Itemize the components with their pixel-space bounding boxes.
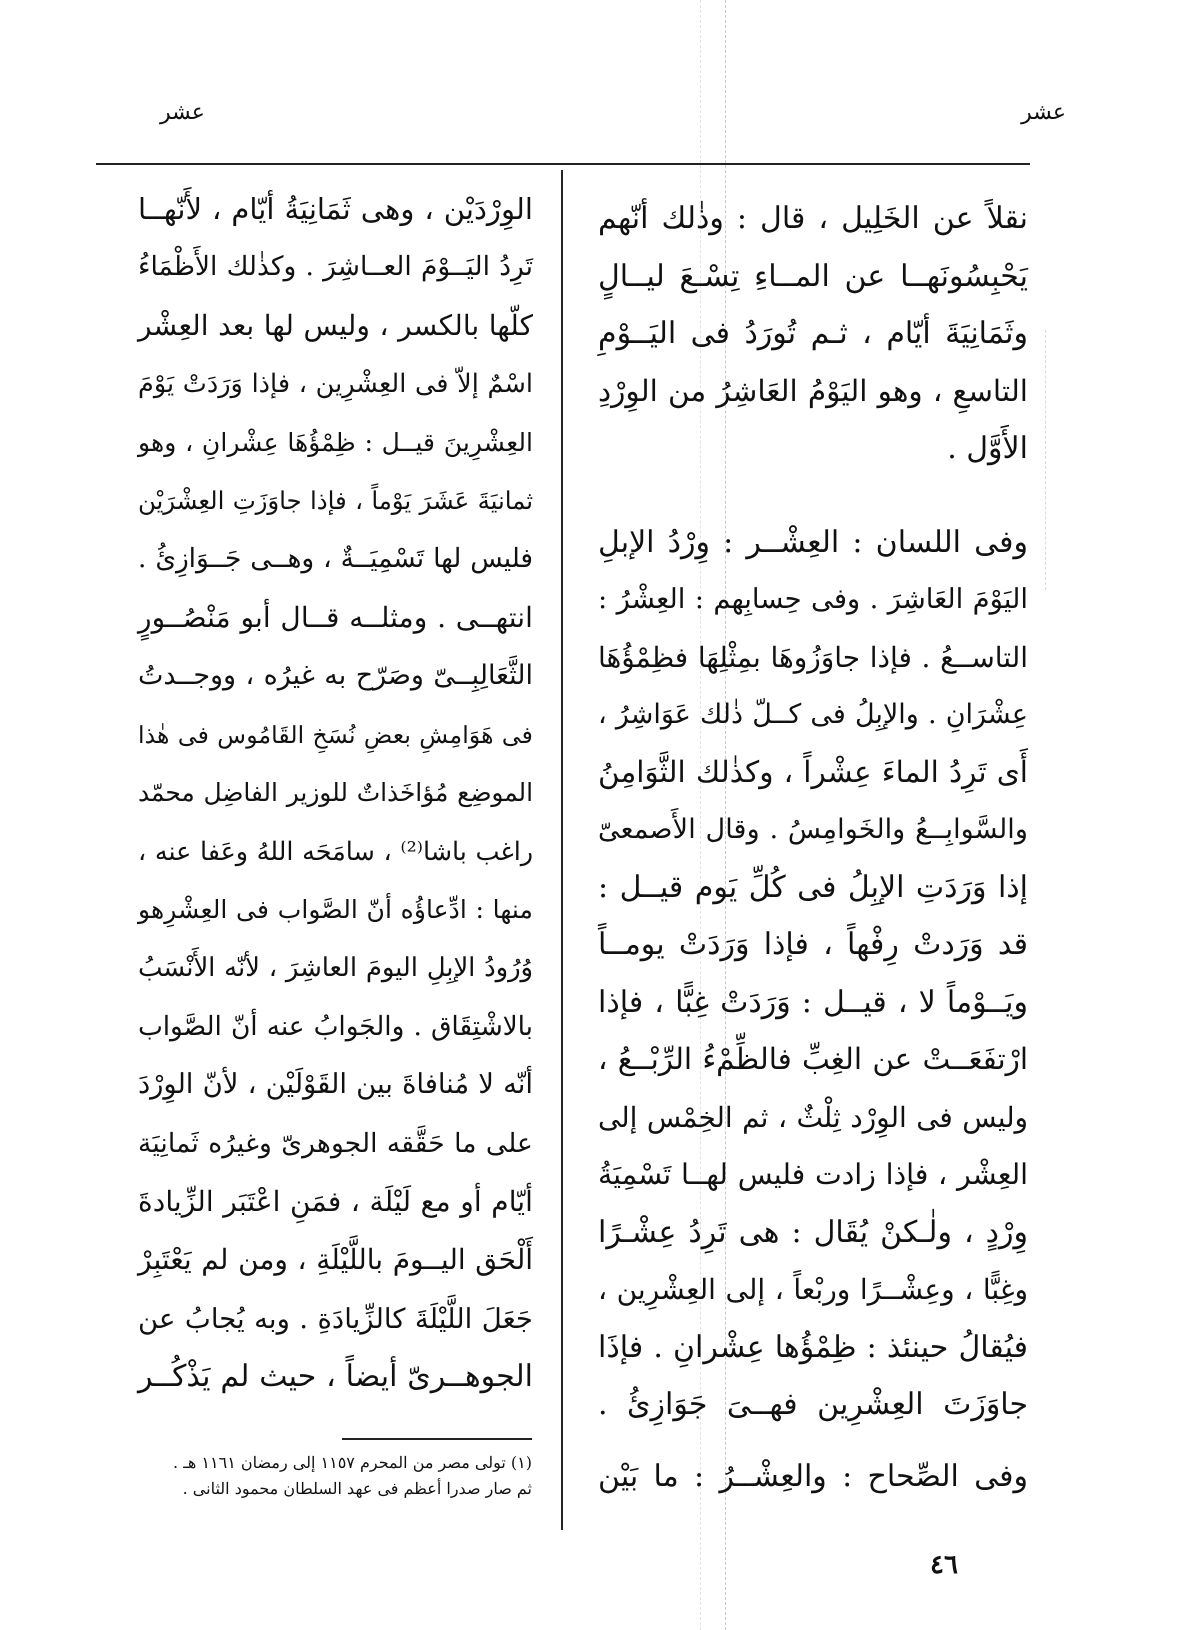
text-line: قد وَرَدتْ رِفْهاً ، فإذا وَرَدَتْ يومــاً [598, 927, 1028, 962]
text-line: أَلْحَق اليــومَ باللَّيْلَةِ ، ومن لم يَعْتَبِرْ [138, 1243, 533, 1277]
text-line: تَرِدُ اليَــوْمَ العــاشِرَ . وكذٰلك الأَظْمَاءُ [138, 251, 533, 283]
text-line: الجوهــرىّ أيضاً ، حيث لم يَذْكُــر [138, 1359, 533, 1395]
text-line: فى هَوَامِشِ بعضِ نُسَخِ القَامُوس فى هٰذا [138, 720, 533, 749]
footnote-rule [342, 1438, 532, 1440]
text-line: وفى الصِّحاح : والعِشْــرُ : ما بَيْن [598, 1458, 1028, 1494]
text-line: وغِبًّا ، وعِشْــرًا وربْعاً ، إلى العِشْرِين ، [598, 1273, 1028, 1306]
text-line: جاوَزَتَ العِشْرِين فهــىَ جَوَازِئُ . [598, 1387, 1028, 1422]
text-line: العِشْر ، فإذا زادت فليس لهــا تَسْمِيَةُ [598, 1158, 1028, 1191]
text-line: راغب باشا⁽²⁾ ، سامَحَه اللهُ وعَفا عنه ، [138, 836, 533, 867]
paragraph-gap [598, 478, 1028, 514]
text-line: وِرْدٍ ، ولٰـكنْ يُقَال : هى تَرِدُ عِشْـرًا [598, 1214, 1028, 1250]
footnote [100, 1450, 532, 1502]
text-line: إذا وَرَدَتِ الإبِلُ فى كُلِّ يَوم قيــل : [598, 869, 1028, 905]
text-line: كلّها بالكسر ، وليس لها بعد العِشْر [138, 308, 533, 342]
text-line: منها : ادِّعاؤُه أنّ الصَّواب فى العِشْرِهو [138, 894, 533, 924]
text-line: الأَوَّل . [947, 431, 1028, 466]
right-column [598, 190, 1028, 1505]
text-line: اسْمٌ إلاّ فى العِشْرِين ، فإذا وَرَدَتْ يَوْمَ [138, 369, 533, 400]
page-number: ٤٦ [930, 1550, 958, 1580]
footnote-line: ثم صار صدرا أعظم فى عهد السلطان محمود الثانى . [182, 1479, 532, 1498]
running-header-right: عشر [1021, 100, 1066, 125]
paragraph-gap [598, 1434, 1028, 1448]
text-line: يَحْبِسُونَهــا عن المــاءِ تِسْـعَ ليــالٍ [598, 258, 1028, 294]
left-column [138, 180, 533, 1407]
text-line: الوِرْدَيْن ، وهى ثَمَانِيَةُ أيّام ، لأَنّهــا [138, 192, 533, 226]
footnote-line: (١) تولى مصر من المحرم ١١٥٧ إلى رمضان ١١٦١ هـ . [173, 1453, 532, 1472]
text-line: وُرُودُ الإبِلِ اليومَ العاشِرَ ، لأنّه الأَنْسَبُ [138, 953, 533, 984]
header-rule [96, 163, 1030, 165]
text-line: وفى اللسان : العِشْــر : وِرْدُ الإبلِ [598, 524, 1028, 560]
text-line: الموضِع مُؤاخَذاتٌ للوزير الفاضِل محمّد [138, 778, 533, 808]
text-line: ويَــوْماً لا ، قيــل : وَرَدَتْ غِبًّا ، فإذا [598, 984, 1028, 1020]
text-line: وثَمَانِيَةَ أيّام ، ثـم تُورَدُ فى اليَــوْمِ [598, 316, 1028, 351]
running-header-left: عشر [160, 100, 205, 125]
text-line: الثَّعَالِبِــىّ وصَرّح به غيرُه ، ووجــدتُ [138, 660, 533, 692]
text-line: أَى تَرِدُ الماءَ عِشْراً ، وكذٰلك الثَّوَامِنُ [598, 754, 1028, 789]
scan-fold-line [1045, 330, 1046, 590]
text-line: وليس فى الوِرْد ثِلْثٌ ، ثم الخِمْس إلى [598, 1100, 1028, 1134]
text-line: بالاشْتِقَاق . والجَوابُ عنه أنّ الصَّواب [138, 1011, 533, 1042]
text-line: أنّه لا مُنافاةَ بين القَوْلَيْن ، لأنّ الوِرْدَ [138, 1069, 533, 1101]
text-line: أيّام أو مع لَيْلَة ، فمَنِ اعْتَبَر الزِّيادةَ [138, 1184, 533, 1218]
text-line: التاسعِ ، وهو اليَوْمُ العَاشِرُ من الوِرْدِ [598, 373, 1028, 408]
text-line: فليس لها تَسْمِيَــةٌ ، وهــى جَــوَازِئُ . [138, 544, 533, 575]
text-line: ثمانيَةَ عَشَرَ يَوْماً ، فإذا جاوَزَتِ العِشْرَيْن [138, 486, 533, 516]
column-divider [561, 170, 563, 1530]
text-line: ارْتفَعَــتْ عن الغِبِّ فالظِّمْءُ الرِّبْــعُ ، [598, 1042, 1028, 1076]
text-line: فيُقالُ حينئذ : ظِمْؤُها عِشْرانِ . فإذَا [598, 1329, 1028, 1365]
text-line: والسَّوابِــعُ والخَوامِسُ . وقال الأَصمعىّ [598, 814, 1028, 845]
text-line: التاســعُ . فإذا جاوَزُوهَا بمِثْلِهَا فظِمْؤُهَا [598, 640, 1028, 674]
text-line: انتهــى . ومثلــه قــال أبو مَنْصُــورٍ [138, 600, 533, 634]
text-line: جَعَلَ اللَّيْلَةَ كالزِّيادَةِ . وبه يُجابُ عن [138, 1301, 533, 1335]
text-line: نقلاً عن الخَلِيل ، قال : وذٰلك أنّهم [598, 201, 1028, 236]
text-line: على ما حَقَّقه الجوهرىّ وغيرُه ثَمانِيَة [138, 1127, 533, 1159]
text-line: اليَوْمَ العَاشِرَ . وفى حِسابِهم : العِشْرُ : [598, 584, 1028, 615]
text-line: عِشْرَانِ . والإبِلُ فى كــلّ ذٰلك عَوَاشِرُ ، [598, 699, 1028, 730]
text-line: العِشْرِينَ قيــل : ظِمْؤُهَا عِشْرانِ ، وهو [138, 427, 533, 457]
